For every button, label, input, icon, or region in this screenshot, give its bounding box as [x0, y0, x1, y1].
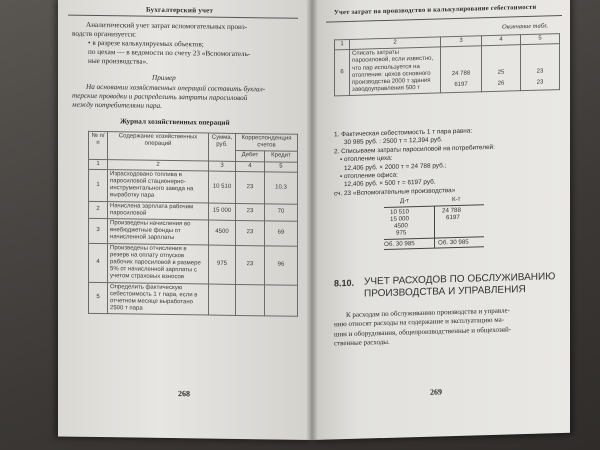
row-sum: 6197: [454, 82, 468, 89]
section-title-line: УЧЕТ РАСХОДОВ ПО ОБСЛУЖИВАНИЮ: [364, 271, 556, 288]
intro-line: по цехам — в ведомости по счету 23 «Вспомогатель-: [88, 47, 251, 59]
col-number: 4: [482, 35, 521, 46]
ledger-turnover-dt: Об. 30 985: [384, 240, 415, 248]
row-debit: 23: [236, 220, 265, 245]
note-line: сч. 23 «Вспомогательные производства»: [334, 186, 456, 198]
note-line: 30 985 руб. : 2500 т = 12,394 руб.: [344, 136, 443, 147]
row-credit: [264, 284, 297, 316]
col-number: 2: [108, 159, 209, 171]
row-sum: 975: [209, 245, 236, 284]
col-number: 5: [521, 34, 560, 45]
table-row: [89, 218, 298, 246]
example-line: между потребителями пара.: [72, 100, 162, 110]
body-line: нию относят расходы на содержание и эксплуатацию ма-: [334, 316, 505, 329]
table-row: [89, 282, 298, 317]
note-line: 12,406 руб. × 500 т = 6197 руб.: [344, 178, 436, 189]
th-num: № п/п: [89, 131, 108, 159]
col-number: 5: [264, 161, 297, 172]
row-number: 4: [89, 243, 108, 282]
row-debit: 23: [236, 171, 265, 203]
header-rule: [68, 15, 298, 19]
body-line: ственные расходы.: [334, 338, 390, 348]
section-body: [334, 305, 562, 349]
table-row: [89, 243, 298, 285]
th-content: Содержание хозяйственных операций: [108, 132, 209, 161]
row-debit: 23: [236, 203, 265, 221]
row-number: 2: [89, 201, 108, 219]
row-number: 1: [89, 169, 108, 201]
example-text: [72, 83, 304, 113]
col-number: 3: [209, 161, 236, 172]
th-corr: Корреспонденция счетов: [236, 133, 298, 151]
row-sum: 15 000: [209, 203, 236, 221]
row-credit: 70: [264, 203, 297, 221]
intro-text: [72, 21, 302, 69]
ledger-dt-value: 10 510: [390, 208, 409, 216]
row-credit: 69: [264, 221, 297, 246]
page-number-right: 269: [430, 387, 442, 397]
note-line: 12,406 руб. × 2000 т = 24 788 руб.;: [344, 161, 447, 172]
col-number: 4: [236, 161, 265, 172]
table-row: [335, 44, 560, 97]
ledger-dt-value: 15 000: [390, 215, 409, 223]
row-text: Произведены отчисления в резерв на оплату отпусков рабочих паросиловой в размере 5% от начисленной зарплаты с учетом страховых взносов: [108, 243, 209, 283]
row-sum: 24 788: [451, 71, 471, 78]
row-text: Произведены начисления во внебюджетные фонды от начисленной зарплаты: [108, 219, 209, 245]
row-debits: [482, 45, 521, 92]
table-row: [89, 169, 298, 204]
table-end-label: Окончание табл.: [502, 22, 549, 31]
th-debit: Дебет: [236, 151, 265, 162]
ledger-dt-label: Д-т: [400, 197, 410, 205]
col-number: 2: [350, 37, 441, 50]
row-credit: 23: [536, 68, 544, 76]
row-credit: 10.3: [264, 172, 297, 204]
section-title-line: ПРОИЗВОДСТВА И УПРАВЛЕНИЯ: [364, 284, 526, 300]
note-line: 1. Фактическая себестоимость 1 т пара равна:: [334, 127, 473, 139]
col-number: 1: [89, 159, 108, 169]
left-page: [58, 0, 312, 440]
journal-table: [88, 131, 298, 317]
row-text: Начислена зарплата рабочим паросиловой: [108, 201, 209, 220]
continued-table: [334, 33, 560, 97]
row-debit: 23: [236, 245, 265, 284]
row-debit: [236, 284, 265, 316]
section-number: 8.10.: [334, 277, 355, 289]
section-title: [364, 271, 560, 300]
row-debit: 25: [497, 70, 505, 77]
row-text: Определить фактическую себестоимость 1 т пара, если в отчетном месяце выработано 2500 т пара: [108, 282, 209, 315]
ledger-kt-value: 24 788: [442, 206, 461, 215]
running-head-left: Бухгалтерский учет: [146, 5, 214, 15]
note-line: 2. Списываем затраты паросиловой на потребителей:: [334, 143, 495, 156]
row-text: Списать затраты паросиловой, если известно, что пар используется на отопление: цехов основного производства 2000 т здания заводоуправления 500 т: [350, 47, 441, 96]
intro-line: • в разрезе калькулируемых объектов;: [88, 38, 204, 49]
ledger-kt-label: К-т: [452, 195, 461, 204]
col-number: 3: [441, 36, 482, 47]
page-number-left: 268: [178, 389, 190, 399]
th-sum: Сумма, руб.: [209, 133, 236, 161]
solution-notes: [334, 125, 562, 199]
note-line: • отопление цеха:: [340, 154, 393, 164]
ledger-dt-value: 4500: [394, 222, 408, 230]
ledger-dt-value: 975: [396, 229, 407, 237]
ledger-kt-value: 6197: [446, 213, 460, 222]
row-credit: 96: [264, 245, 297, 284]
example-line: терские проводки и распределить затраты паросиловой: [72, 91, 248, 103]
row-sum: 10 510: [209, 171, 236, 203]
ledger-divider: [434, 206, 435, 248]
row-debit: 26: [497, 81, 505, 88]
ledger-turnover-kt: Об. 30 985: [438, 238, 469, 247]
row-credits: [521, 44, 560, 91]
body-line: К расходам по обслуживанию производства и управле-: [346, 306, 510, 320]
row-text: Израсходовано топлива в паросиловой стационерно-инструментального завода на выработку пара: [108, 169, 209, 202]
row-sum: [209, 284, 236, 316]
row-number: 3: [89, 218, 108, 243]
note-line: • отопление офиса:: [340, 171, 398, 181]
row-sum: 4500: [209, 220, 236, 245]
intro-line: водств организуется:: [72, 29, 137, 39]
t-account: [382, 195, 492, 266]
right-page: [312, 0, 570, 440]
row-number: 5: [89, 282, 108, 314]
intro-line: Аналитический учет затрат вспомогательных произ-: [86, 20, 248, 32]
row-number: 6: [335, 50, 350, 97]
row-sums: [441, 46, 482, 93]
book-gutter: [306, 0, 318, 440]
journal-title: Журнал хозяйственных операций: [120, 117, 230, 127]
intro-line: ные производства».: [88, 56, 148, 66]
body-line: шин и оборудования, общепроизводственные и общехозяй-: [334, 325, 512, 339]
example-line: На основании хозяйственных операций составить бухгал-: [86, 82, 266, 94]
row-credit: 23: [536, 79, 544, 87]
example-label: Пример: [152, 73, 176, 83]
col-number: 1: [335, 39, 350, 50]
running-head-right: Учет затрат на производство и калькулирование себестоимости: [334, 3, 537, 17]
th-credit: Кредит: [264, 151, 297, 162]
